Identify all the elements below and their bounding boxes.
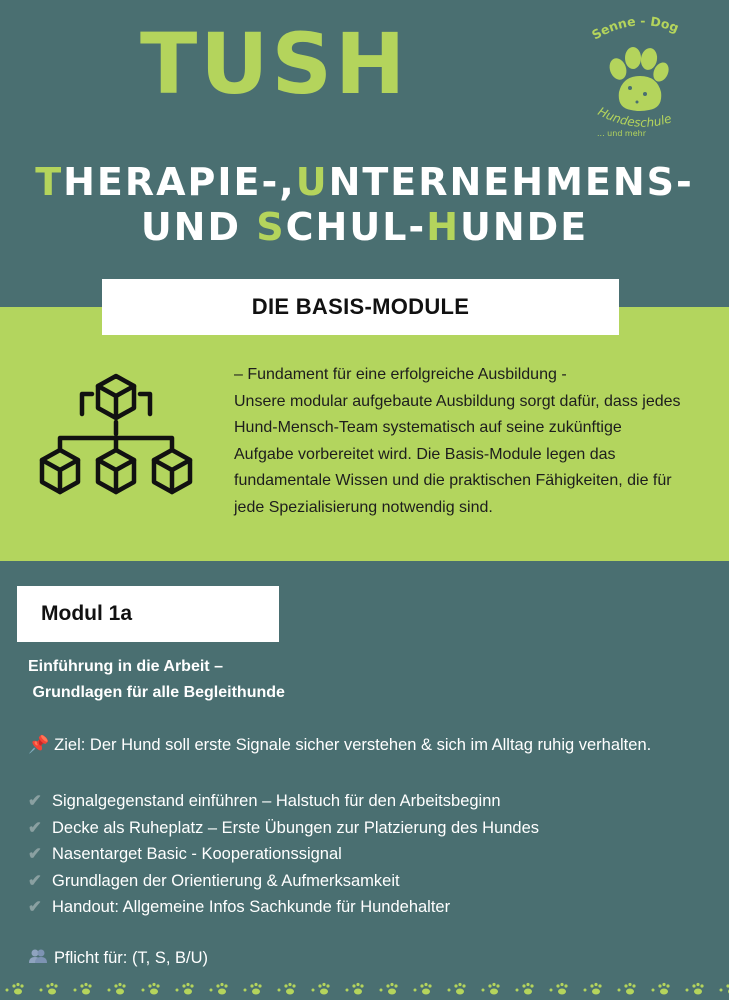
pflicht-line xyxy=(28,948,208,969)
paw-dot xyxy=(482,989,485,992)
header xyxy=(0,0,729,307)
subtitle-text: HERAPIE-, xyxy=(63,160,296,204)
paw-print xyxy=(12,983,23,995)
list-item xyxy=(28,894,539,921)
modul-ziel xyxy=(28,735,651,755)
subtitle-accent: S xyxy=(256,205,286,249)
paw-dot xyxy=(414,989,417,992)
paw-print-border-icon xyxy=(0,980,729,1000)
paw-dot xyxy=(74,989,77,992)
intro-line: Hund-Mensch-Team systematisch auf seine zukünftige xyxy=(234,419,622,437)
intro-line: jede Spezialisierung notwendig sind. xyxy=(234,498,493,516)
paw-print xyxy=(556,983,567,995)
paw-print xyxy=(46,983,57,995)
intro-line: Unsere modular aufgebaute Ausbildung sorgt dafür, dass jedes xyxy=(234,392,681,410)
paw-print xyxy=(318,983,329,995)
paw-print xyxy=(488,983,499,995)
ziel-text: Ziel: Der Hund soll erste Signale sicher verstehen & sich im Alltag ruhig verhalten. xyxy=(54,735,652,754)
intro-line: Aufgabe vorbereitet wird. Die Basis-Module legen das xyxy=(234,445,616,463)
paw-print xyxy=(692,983,703,995)
subtitle-accent: U xyxy=(295,160,329,204)
paw-print xyxy=(624,983,635,995)
paw-print xyxy=(590,983,601,995)
modul-heading xyxy=(28,654,285,706)
paw-print xyxy=(148,983,159,995)
subtitle-text: UND xyxy=(140,205,257,249)
paw-print xyxy=(454,983,465,995)
list-item-text: Signalgegenstand einführen – Halstuch für den Arbeitsbeginn xyxy=(52,792,501,810)
paw-print xyxy=(352,983,363,995)
checkmark-icon: ✔ xyxy=(28,818,42,837)
basis-title: DIE BASIS-MODULE xyxy=(102,279,619,335)
paw-dot xyxy=(652,989,655,992)
paw-print xyxy=(420,983,431,995)
logo-top-text: Senne - Dog xyxy=(589,13,682,43)
subtitle-accent: T xyxy=(35,160,64,204)
paw-dot xyxy=(346,989,349,992)
subtitle-line-2 xyxy=(0,205,729,249)
paw-dot xyxy=(584,989,587,992)
paw-print xyxy=(284,983,295,995)
paw-dot xyxy=(278,989,281,992)
paw-print xyxy=(658,983,669,995)
paw-dot xyxy=(618,989,621,992)
checkmark-icon: ✔ xyxy=(28,898,42,917)
logo xyxy=(585,12,695,142)
list-item xyxy=(28,868,539,895)
paw-dot xyxy=(550,989,553,992)
subtitle-text: UNDE xyxy=(460,205,589,249)
heading-line: Einführung in die Arbeit – xyxy=(28,658,223,675)
subtitle-text: CHUL- xyxy=(285,205,427,249)
logo-small-text: ... und mehr xyxy=(597,129,647,138)
paw-print xyxy=(216,983,227,995)
paw-print xyxy=(522,983,533,995)
paw-dot xyxy=(210,989,213,992)
paw-dot xyxy=(380,989,383,992)
paw-dot xyxy=(142,989,145,992)
list-item-text: Decke als Ruheplatz – Erste Übungen zur Platzierung des Hundes xyxy=(52,818,540,837)
paw-dot xyxy=(108,989,111,992)
page-title: TUSH xyxy=(140,15,409,113)
svg-text:Senne - Dogs xyxy=(585,12,681,42)
list-item-text: Nasentarget Basic - Kooperationssignal xyxy=(52,845,342,864)
paw-print xyxy=(80,983,91,995)
paw-dot xyxy=(244,989,247,992)
people-icon xyxy=(28,948,48,969)
paw-dot xyxy=(686,989,689,992)
checkmark-icon: ✔ xyxy=(28,792,42,810)
pushpin-icon: 📌 xyxy=(28,735,50,754)
modul-checklist xyxy=(28,788,539,921)
checkmark-icon: ✔ xyxy=(28,871,42,890)
paw-print xyxy=(182,983,193,995)
subtitle-accent: H xyxy=(426,205,460,249)
subtitle-line-1 xyxy=(0,160,729,204)
paw-dot xyxy=(40,989,43,992)
pflicht-text: Pflicht für: (T, S, B/U) xyxy=(54,949,209,967)
paw-dot xyxy=(720,989,723,992)
paw-dot xyxy=(6,989,9,992)
heading-line: Grundlagen für alle Begleithunde xyxy=(28,684,285,701)
intro-line: – Fundament für eine erfolgreiche Ausbildung - xyxy=(234,366,567,383)
paw-dot xyxy=(448,989,451,992)
intro-line: fundamentale Wissen und die praktischen Fähigkeiten, die für xyxy=(234,472,672,490)
checkmark-icon: ✔ xyxy=(28,845,42,864)
list-item xyxy=(28,788,539,815)
paw-print xyxy=(386,983,397,995)
paw-dot xyxy=(176,989,179,992)
subtitle-text: NTERNEHMENS- xyxy=(328,160,694,204)
paw-print xyxy=(114,983,125,995)
logo-bottom-text: Hundeschule xyxy=(595,104,674,130)
list-item xyxy=(28,841,539,868)
paw-icon xyxy=(607,47,672,111)
paw-dot xyxy=(516,989,519,992)
paw-dot xyxy=(312,989,315,992)
list-item-text: Grundlagen der Orientierung & Aufmerksamkeit xyxy=(52,871,400,890)
list-item-text: Handout: Allgemeine Infos Sachkunde für Hundehalter xyxy=(52,898,451,917)
basis-intro xyxy=(234,362,704,522)
list-item xyxy=(28,815,539,842)
modules-hierarchy-icon xyxy=(38,372,194,496)
modul-label: Modul 1a xyxy=(17,586,279,642)
paw-print xyxy=(250,983,261,995)
